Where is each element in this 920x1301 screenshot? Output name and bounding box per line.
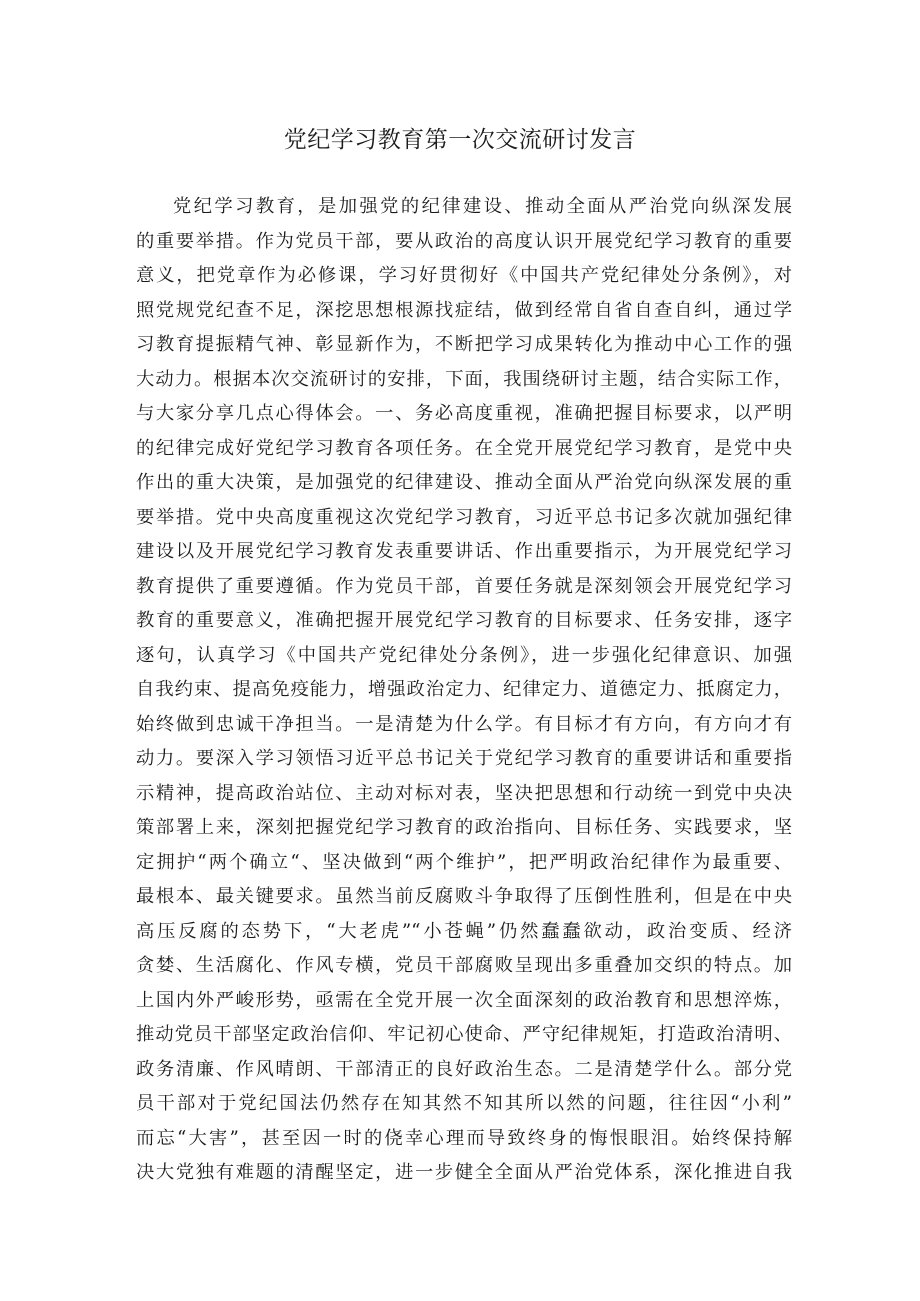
body-line: 要举措。党中央高度重视这次党纪学习教育，习近平总书记多次就加强纪律 — [136, 506, 792, 528]
body-line: 推动党员干部坚定政治信仰、牢记初心使命、严守纪律规矩，打造政治清明、 — [136, 1024, 792, 1045]
body-line: 策部署上来，深刻把握党纪学习教育的政治指向、目标任务、实践要求，坚 — [136, 817, 792, 838]
body-line: 动力。要深入学习领悟习近平总书记关于党纪学习教育的重要讲话和重要指 — [136, 748, 792, 769]
body-line: 教育的重要意义，准确把握开展党纪学习教育的目标要求、任务安排，逐字 — [136, 610, 792, 631]
body-line: 定拥护“两个确立“、坚决做到“两个维护”，把严明政治纪律作为最重要、 — [136, 851, 792, 873]
body-line: 而忘“大害”，甚至因一时的侥幸心理而导致终身的悔恨眼泪。始终保持解 — [136, 1127, 792, 1149]
body-line: 与大家分享几点心得体会。一、务必高度重视，准确把握目标要求，以严明 — [136, 403, 792, 424]
body-line: 上国内外严峻形势，亟需在全党开展一次全面深刻的政治教育和思想淬炼， — [136, 989, 792, 1011]
body-line: 大动力。根据本次交流研讨的安排，下面，我围绕研讨主题，结合实际工作， — [136, 368, 792, 390]
document-title: 党纪学习教育第一次交流研讨发言 — [283, 127, 637, 153]
body-line: 建设以及开展党纪学习教育发表重要讲话、作出重要指示，为开展党纪学习 — [136, 541, 792, 562]
body-line: 作出的重大决策，是加强党的纪律建设、推动全面从严治党向纵深发展的重 — [136, 472, 792, 493]
document-body — [136, 190, 792, 1191]
body-line: 示精神，提高政治站位、主动对标对表，坚决把思想和行动统一到党中央决 — [136, 782, 792, 804]
body-line: 贪婪、生活腐化、作风专横，党员干部腐败呈现出多重叠加交织的特点。加 — [136, 955, 792, 976]
body-line: 自我约束、提高免疫能力，增强政治定力、纪律定力、道德定力、抵腐定力， — [136, 679, 792, 700]
body-line: 员干部对于党纪国法仍然存在知其然不知其所以然的问题，往往因“小利” — [136, 1093, 792, 1114]
body-line: 高压反腐的态势下，“大老虎”“小苍蝇”仍然蠢蠢欲动，政治变质、经济 — [136, 920, 792, 942]
body-line: 习教育提振精气神、彰显新作为，不断把学习成果转化为推动中心工作的强 — [136, 334, 792, 355]
body-line: 意义，把党章作为必修课，学习好贯彻好《中国共产党纪律处分条例》，对 — [136, 265, 792, 286]
body-line: 逐句，认真学习《中国共产党纪律处分条例》，进一步强化纪律意识、加强 — [136, 644, 792, 666]
body-line: 最根本、最关键要求。虽然当前反腐败斗争取得了压倒性胜利，但是在中央 — [136, 886, 792, 907]
body-line: 的重要举措。作为党员干部，要从政治的高度认识开展党纪学习教育的重要 — [136, 230, 792, 252]
body-line: 教育提供了重要遵循。作为党员干部，首要任务就是深刻领会开展党纪学习 — [136, 575, 792, 597]
body-line: 的纪律完成好党纪学习教育各项任务。在全党开展党纪学习教育，是党中央 — [136, 437, 792, 459]
body-line: 决大党独有难题的清醒坚定，进一步健全全面从严治党体系，深化推进自我 — [136, 1162, 792, 1183]
body-line: 照党规党纪查不足，深挖思想根源找症结，做到经常自省自查自纠，通过学 — [136, 299, 792, 321]
body-line: 始终做到忠诚干净担当。一是清楚为什么学。有目标才有方向，有方向才有 — [136, 713, 792, 735]
body-line: 党纪学习教育，是加强党的纪律建设、推动全面从严治党向纵深发展 — [173, 196, 792, 217]
body-line: 政务清廉、作风晴朗、干部清正的良好政治生态。二是清楚学什么。部分党 — [136, 1058, 792, 1080]
